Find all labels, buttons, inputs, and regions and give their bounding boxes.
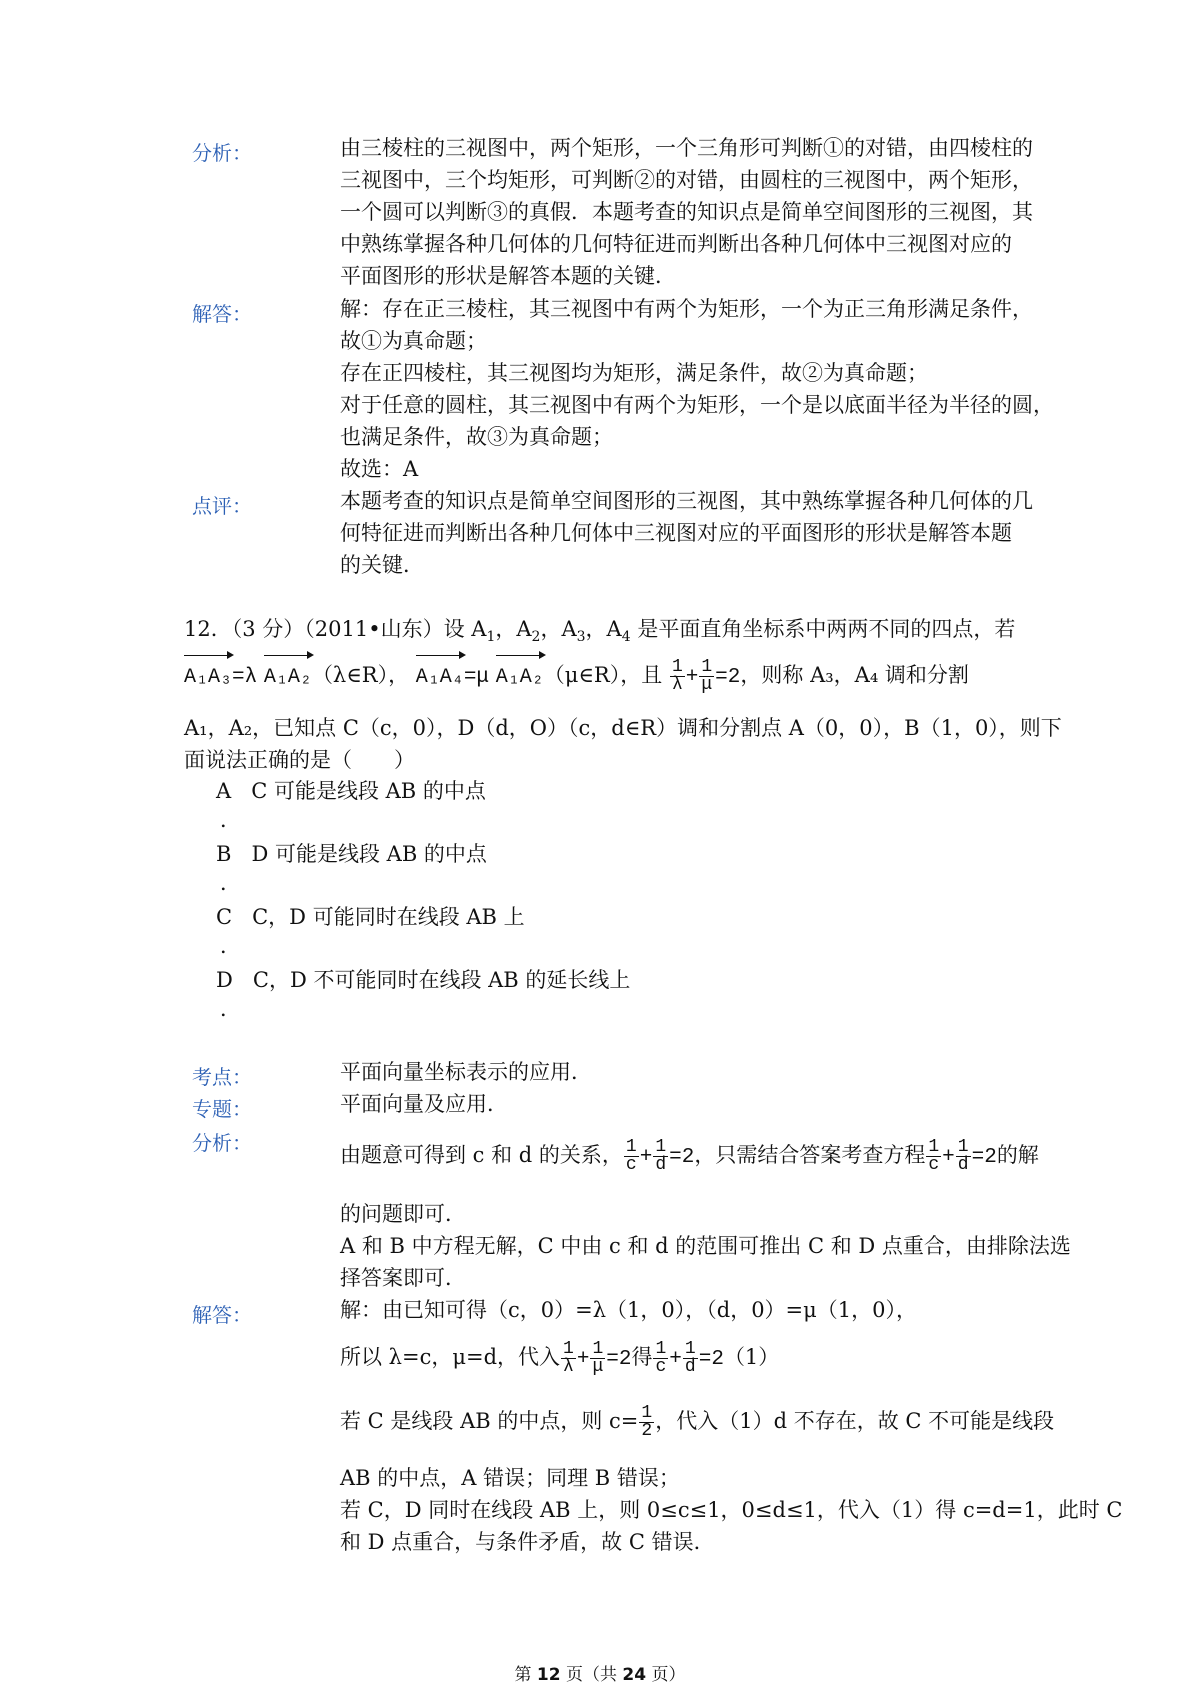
- analysis-label: 分析：: [192, 141, 252, 165]
- analysis-label: 分析：: [192, 1131, 252, 1155]
- solution-line: 故选：A: [340, 457, 419, 481]
- analysis-line: 的问题即可．: [340, 1202, 466, 1226]
- fraction-one-over-c: $\frac{1}{c}$: [928, 1137, 940, 1175]
- option-b[interactable]: B D 可能是线段 AB 的中点: [216, 842, 487, 866]
- fraction-one-over-mu: $\frac{1}{\mu}$: [592, 1339, 604, 1377]
- solution-line: 也满足条件，故③为真命题；: [340, 425, 613, 449]
- fraction-one-over-d: $\frac{1}{d}$: [957, 1137, 969, 1175]
- analysis-line: 平面图形的形状是解答本题的关键．: [340, 264, 676, 288]
- solution-line: 所以 λ=c，μ=d，代入 $\frac{1}{\lambda}$ + $\frac{1}{\mu}$ =2得 $\frac{1}{c}$ + $\frac{1}{d}$ =2（1）: [340, 1339, 780, 1377]
- analysis-line: A 和 B 中方程无解，C 中由 c 和 d 的范围可推出 C 和 D 点重合，由排除法选: [340, 1234, 1071, 1258]
- solution-label: 解答：: [192, 302, 252, 326]
- vector-a1a4: A₁A₄: [416, 652, 464, 698]
- fraction-one-over-lambda: $\frac{1}{\lambda}$: [671, 657, 683, 695]
- option-b-dot: ．: [220, 871, 241, 895]
- total-pages: 24: [622, 1665, 647, 1685]
- solution-line: 解：存在正三棱柱，其三视图中有两个为矩形，一个为正三角形满足条件，: [340, 297, 1033, 321]
- solution-line: 若 C 是线段 AB 的中点，则 c= $\frac{1}{2}$ ，代入（1）d 不存在，故 C 不可能是线段: [340, 1403, 1055, 1441]
- vector-a1a2: A₁A₂: [496, 652, 544, 698]
- fraction-one-over-c: $\frac{1}{c}$: [655, 1339, 667, 1377]
- fraction-one-over-lambda: $\frac{1}{\lambda}$: [563, 1339, 574, 1377]
- solution-line: 对于任意的圆柱，其三视图中有两个为矩形，一个是以底面半径为半径的圆，: [340, 393, 1054, 417]
- fraction-one-over-mu: $\frac{1}{\mu}$: [701, 657, 713, 695]
- question-12-title: 12．（3 分）（2011•山东）设 $A_1$，$A_2$，$A_3$，$A_4$ 是平面直角坐标系中两两不同的四点，若: [184, 617, 1016, 646]
- solution-line: AB 的中点，A 错误；同理 B 错误；: [340, 1466, 680, 1490]
- zhuanti-label: 专题：: [192, 1097, 252, 1121]
- comment-line: 何特征进而判断出各种几何体中三视图对应的平面图形的形状是解答本题: [340, 521, 1012, 545]
- question-12-line3: A₁，A₂，已知点 C（c，0），D（d，O）（c，d∈R）调和分割点 A（0，0），B（1，0），则下: [184, 716, 1062, 740]
- solution-line: 解：由已知可得（c，0）=λ（1，0），（d，0）=μ（1，0），: [340, 1298, 918, 1322]
- analysis-line: 中熟练掌握各种几何体的几何特征进而判断出各种几何体中三视图对应的: [340, 232, 1012, 256]
- vector-a1a2: A₁A₂: [264, 652, 312, 698]
- fraction-one-half: $\frac{1}{2}$: [641, 1403, 653, 1441]
- page-number: 12: [536, 1665, 561, 1685]
- kaodian-text: 平面向量坐标表示的应用．: [340, 1060, 592, 1084]
- page-footer: 第 12 页（共 24 页）: [514, 1665, 686, 1685]
- option-a[interactable]: A C 可能是线段 AB 的中点: [216, 779, 486, 803]
- fraction-one-over-d: $\frac{1}{d}$: [684, 1339, 696, 1377]
- comment-line: 的关键．: [340, 553, 424, 577]
- kaodian-label: 考点：: [192, 1065, 252, 1089]
- option-c[interactable]: C C，D 可能同时在线段 AB 上: [216, 905, 525, 929]
- fraction-one-over-c: $\frac{1}{c}$: [625, 1137, 637, 1175]
- solution-line: 存在正四棱柱，其三视图均为矩形，满足条件，故②为真命题；: [340, 361, 928, 385]
- option-d[interactable]: D C，D 不可能同时在线段 AB 的延长线上: [216, 968, 631, 992]
- analysis-line: 一个圆可以判断③的真假．本题考查的知识点是简单空间图形的三视图，其: [340, 200, 1033, 224]
- solution-line: 故①为真命题；: [340, 329, 487, 353]
- comment-label: 点评：: [192, 494, 252, 518]
- comment-line: 本题考查的知识点是简单空间图形的三视图，其中熟练掌握各种几何体的几: [340, 489, 1033, 513]
- option-d-dot: ．: [220, 997, 241, 1021]
- analysis-line: 由题意可得到 c 和 d 的关系， $\frac{1}{c}$ + $\frac{1}{d}$ =2，只需结合答案考查方程 $\frac{1}{c}$ + $\frac{1}{d}$ =2的解: [340, 1137, 1039, 1175]
- analysis-line: 由三棱柱的三视图中，两个矩形，一个三角形可判断①的对错，由四棱柱的: [340, 136, 1033, 160]
- vector-a1a3: A₁A₃: [184, 652, 232, 698]
- fraction-one-over-d: $\frac{1}{d}$: [655, 1137, 667, 1175]
- solution-line: 若 C，D 同时在线段 AB 上，则 0≤c≤1，0≤d≤1，代入（1）得 c=d=1，此时 C: [340, 1498, 1123, 1522]
- zhuanti-text: 平面向量及应用．: [340, 1092, 508, 1116]
- question-12-line4: 面说法正确的是（ ）: [184, 748, 415, 772]
- question-12-condition: A₁A₃=λ A₁A₂（λ∈R）， A₁A₄=μ A₁A₂（μ∈R），且 $\frac{1}{\lambda}$ + $\frac{1}{\mu}$ =2，则称 A₃，A₄ 调和分割: [184, 652, 969, 698]
- analysis-line: 择答案即可．: [340, 1266, 466, 1290]
- option-c-dot: ．: [220, 934, 241, 958]
- option-a-dot: ．: [220, 808, 241, 832]
- solution-line: 和 D 点重合，与条件矛盾，故 C 错误．: [340, 1530, 715, 1554]
- analysis-line: 三视图中，三个均矩形，可判断②的对错，由圆柱的三视图中，两个矩形，: [340, 168, 1033, 192]
- solution-label: 解答：: [192, 1303, 252, 1327]
